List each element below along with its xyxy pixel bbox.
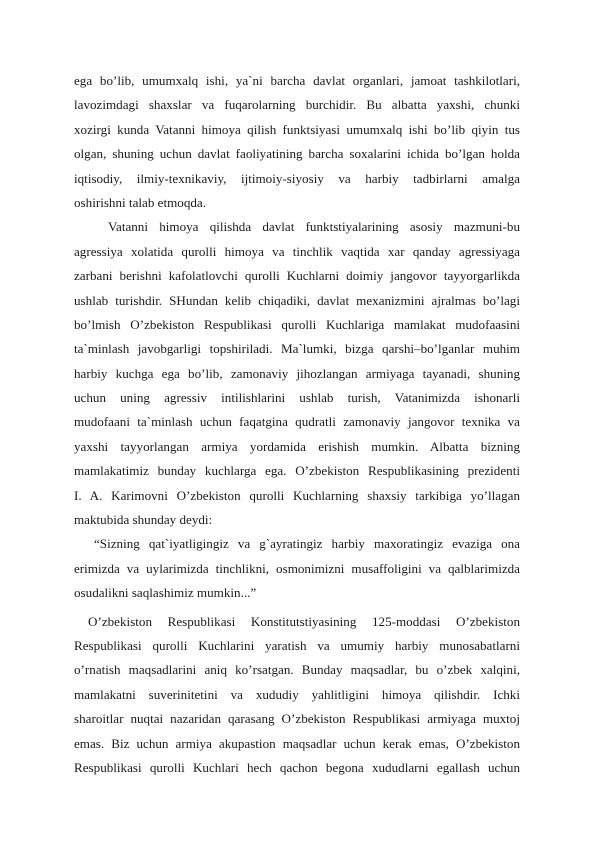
text-line: xozirgi kunda Vatanni himoya qilish funktsiyasi umumxalq ishi bo’lib qiyin tus	[74, 121, 520, 137]
paragraph	[74, 69, 520, 215]
text-line: mamlakatni suverinitetini va xududiy yahlitligini himoya qilishdir. Ichki	[74, 686, 520, 702]
text-line: Respublikasi qurolli Kuchlari hech qachon begona xududlarni egallash uchun	[74, 759, 520, 775]
text-line: ta`minlash javobgarligi topshiriladi. Ma`lumki, bizga qarshi–bo’lganlar muhim	[74, 341, 520, 357]
text-line: ushlab turishdir. SHundan kelib chiqadiki, davlat mexanizmini ajralmas bo’lagi	[74, 292, 520, 308]
text-line: sharoitlar nuqtai nazaridan qarasang O’zbekiston Respublikasi armiyaga muxtoj	[74, 711, 520, 727]
text-line: O’zbekiston Respublikasi Konstitutstiyasining 125-moddasi O’zbekiston	[88, 613, 520, 629]
text-line: erimizda va uylarimizda tinchlikni, osmonimizni musaffoligini va qalblarimizda	[74, 560, 520, 576]
text-line: olgan, shuning uchun davlat faoliyatining barcha soxalarini ichida bo’lgan holda	[74, 146, 520, 162]
text-line: maktubida shunday deydi:	[74, 512, 213, 528]
quotation	[74, 532, 520, 605]
text-line: harbiy kuchga ega bo’lib, zamonaviy jihozlangan armiyaga tayanadi, shuning	[74, 365, 520, 381]
text-line: uchun uning agressiv intilishlarini ushlab turish, Vatanimizda ishonarli	[74, 390, 520, 406]
paragraph	[74, 610, 520, 781]
text-line: Vatanni himoya qilishda davlat funktstiyalarining asosiy mazmuni-bu	[108, 219, 520, 235]
paragraph	[74, 215, 520, 532]
text-line: iqtisodiy, ilmiy-texnikaviy, ijtimoiy-siyosiy va harbiy tadbirlarni amalga	[74, 170, 520, 186]
text-line: mamlakatimiz bunday kuchlarga ega. O’zbekiston Respublikasining prezidenti	[74, 463, 520, 479]
text-line: I. A. Karimovni O’zbekiston qurolli Kuchlarning shaxsiy tarkibiga yo’llagan	[74, 487, 520, 503]
text-line: emas. Biz uchun armiya akupastion maqsadlar uchun kerak emas, O’zbekiston	[74, 735, 520, 751]
text-line: agressiya xolatida qurolli himoya va tinchlik vaqtida xar qanday agressiyaga	[74, 243, 520, 259]
text-line: Respublikasi qurolli Kuchlarini yaratish va umumiy harbiy munosabatlarni	[74, 637, 520, 653]
text-line: oshirishni talab etmoqda.	[74, 194, 207, 210]
text-line: mudofaani ta`minlash uchun faqatgina qudratli zamonaviy jangovor texnika va	[74, 414, 520, 430]
document-body	[74, 69, 520, 780]
text-line: zarbani berishni kafolatlovchi qurolli Kuchlarni doimiy jangovor tayyorgarlikda	[74, 268, 520, 284]
text-line: “Sizning qat`iyatligingiz va g`ayratingiz harbiy maxoratingiz evaziga ona	[94, 536, 520, 552]
text-line: ega bo’lib, umumxalq ishi, ya`ni barcha davlat organlari, jamoat tashkilotlari,	[74, 73, 520, 88]
text-line: yaxshi tayyorlangan armiya yordamida erishish mumkin. Albatta bizning	[74, 438, 520, 454]
text-line: o’rnatish maqsadlarini aniq ko’rsatgan. Bunday maqsadlar, bu o’zbek xalqini,	[74, 662, 520, 678]
text-line: osudalikni saqlashimiz mumkin...”	[74, 585, 257, 601]
text-line: lavozimdagi shaxslar va fuqarolarning burchidir. Bu albatta yaxshi, chunki	[74, 97, 520, 113]
text-line: bo’lmish O’zbekiston Respublikasi qurolli Kuchlariga mamlakat mudofaasini	[74, 316, 520, 332]
